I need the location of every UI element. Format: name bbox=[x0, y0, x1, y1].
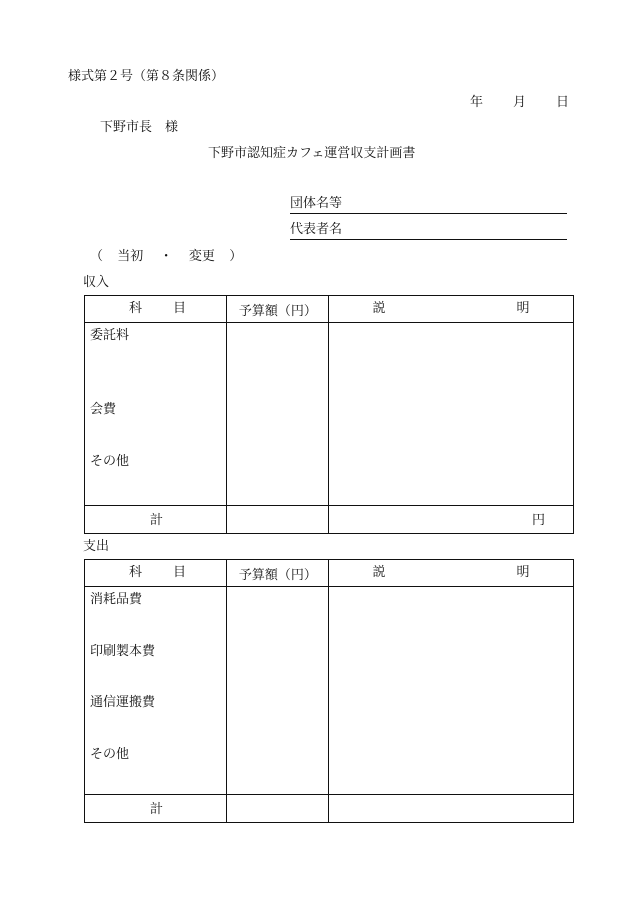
expense-item-supplies: 消耗品費 bbox=[90, 592, 143, 607]
income-item-commission: 委託料 bbox=[90, 328, 130, 343]
expense-heading: 支出 bbox=[83, 539, 110, 554]
date-month-label: 月 bbox=[513, 95, 527, 110]
date-day-label: 日 bbox=[556, 95, 570, 110]
status-selector bbox=[90, 250, 242, 263]
income-item-other: その他 bbox=[90, 454, 130, 469]
income-table bbox=[84, 295, 574, 534]
income-total-amount-cell[interactable] bbox=[329, 506, 574, 534]
income-heading: 収入 bbox=[83, 275, 110, 290]
budget-column-header: 予算額（円） bbox=[227, 296, 329, 323]
status-separator: ・ bbox=[159, 249, 173, 264]
organization-name-field[interactable] bbox=[290, 197, 567, 214]
status-close-paren: ） bbox=[229, 249, 243, 264]
expense-item-communication: 通信運搬費 bbox=[90, 695, 156, 710]
expense-item-other: その他 bbox=[90, 747, 130, 762]
expense-explanation-cell[interactable] bbox=[329, 587, 574, 795]
date-year-label: 年 bbox=[470, 95, 484, 110]
explanation-column-header: 説 明 bbox=[329, 296, 574, 323]
expense-item-printing: 印刷製本費 bbox=[90, 644, 156, 659]
representative-name-field[interactable] bbox=[290, 223, 567, 240]
date-line bbox=[470, 96, 569, 109]
expense-total-amount-cell[interactable] bbox=[329, 795, 574, 823]
expense-total-budget-cell[interactable] bbox=[227, 795, 329, 823]
income-budget-cell[interactable] bbox=[227, 323, 329, 506]
expense-budget-cell[interactable] bbox=[227, 587, 329, 795]
income-explanation-cell[interactable] bbox=[329, 323, 574, 506]
expense-items-cell bbox=[85, 587, 227, 795]
subject-column-header: 科 目 bbox=[85, 296, 227, 323]
representative-name-label: 代表者名 bbox=[290, 222, 343, 237]
income-total-label-cell: 計 bbox=[85, 506, 227, 534]
subject-column-header: 科 目 bbox=[85, 560, 227, 587]
addressee: 下野市長 様 bbox=[100, 120, 179, 135]
status-open-paren: （ bbox=[90, 249, 104, 264]
income-total-budget-cell[interactable] bbox=[227, 506, 329, 534]
status-change[interactable]: 変更 bbox=[188, 249, 215, 264]
budget-column-header: 予算額（円） bbox=[227, 560, 329, 587]
document-title: 下野市認知症カフェ運営収支計画書 bbox=[208, 146, 416, 161]
organization-name-label: 団体名等 bbox=[290, 196, 343, 211]
income-items-cell bbox=[85, 323, 227, 506]
explanation-column-header: 説 明 bbox=[329, 560, 574, 587]
form-number: 様式第２号（第８条関係） bbox=[68, 69, 225, 84]
yen-unit: 円 bbox=[531, 513, 545, 528]
expense-table bbox=[84, 559, 574, 823]
status-initial[interactable]: 当初 bbox=[117, 249, 144, 264]
income-item-fees: 会費 bbox=[90, 402, 117, 417]
expense-total-label-cell: 計 bbox=[85, 795, 227, 823]
